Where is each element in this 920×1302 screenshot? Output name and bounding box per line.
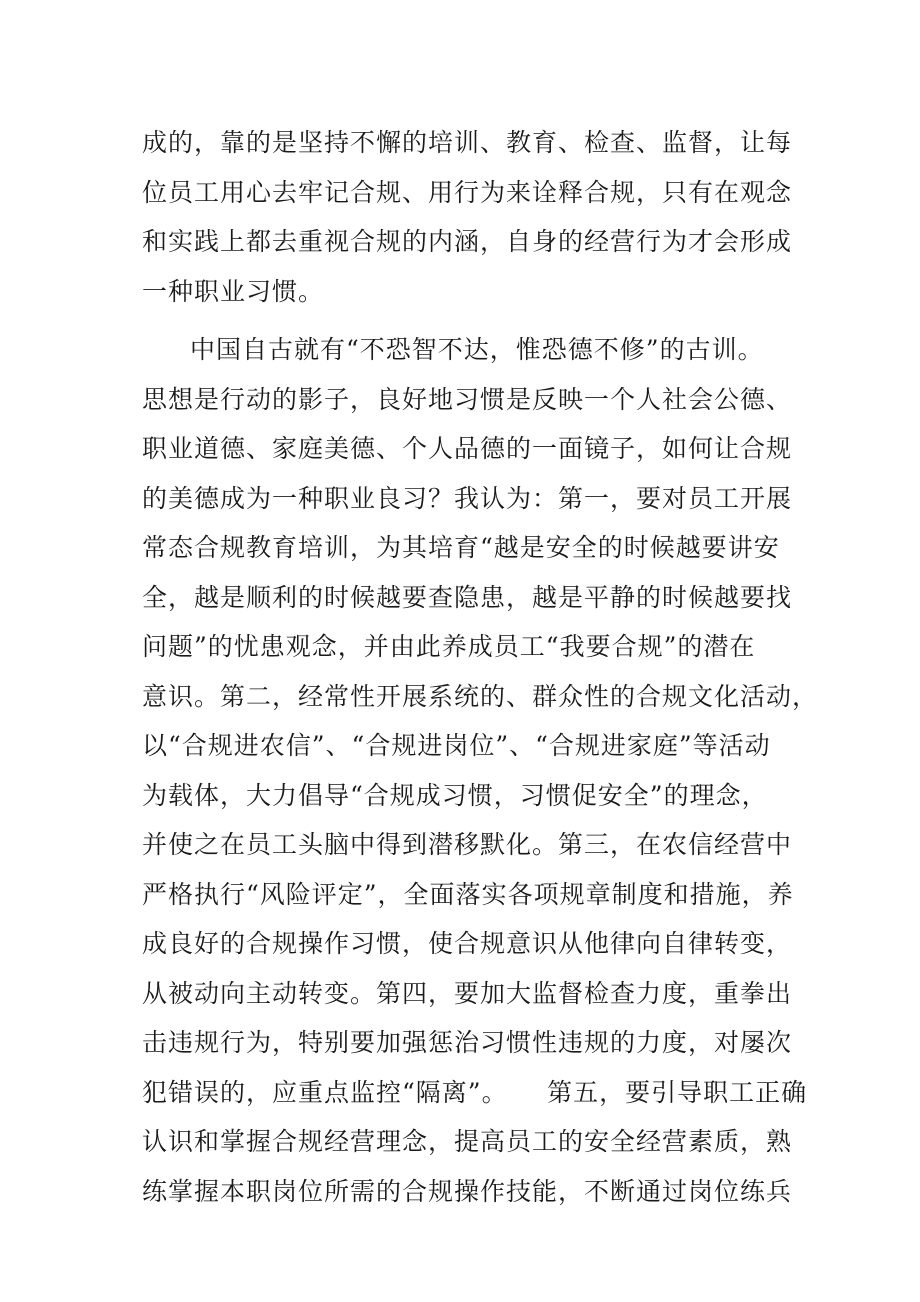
text-line: 中国自古就有“不恐智不达，惟恐德不修”的古训。 xyxy=(190,335,764,364)
text-line: 以“合规进农信”、“合规进岗位”、“合规进家庭”等活动 xyxy=(142,731,771,760)
document-body xyxy=(142,118,819,1216)
paragraph-spacer xyxy=(142,316,782,325)
text-line: 为载体，大力倡导“合规成习惯，习惯促安全”的理念， xyxy=(142,780,768,810)
text-line: 从被动向主动转变。第四，要加大监督检查力度，重拳出 xyxy=(142,978,793,1008)
text-line: 一种职业习惯。 xyxy=(142,276,325,306)
paragraph-2 xyxy=(142,325,819,1216)
text-line: 全，越是顺利的时候越要查隐患，越是平静的时候越要找 xyxy=(142,582,793,612)
text-line: 和实践上都去重视合规的内涵，自身的经营行为才会形成 xyxy=(142,227,793,256)
text-line: 击违规行为，特别要加强惩治习惯性违规的力度，对屡次 xyxy=(142,1028,793,1057)
text-line: 职业道德、家庭美德、个人品德的一面镜子，如何让合规 xyxy=(142,434,793,463)
text-line: 的美德成为一种职业良习？我认为：第一，要对员工开展 xyxy=(142,483,793,513)
text-line: 成良好的合规操作习惯，使合规意识从他律向自律转变， xyxy=(142,929,793,958)
text-line: 思想是行动的影子，良好地习惯是反映一个人社会公德、 xyxy=(142,384,793,414)
text-line: 位员工用心去牢记合规、用行为来诠释合规，只有在观念 xyxy=(142,177,793,207)
paragraph-1 xyxy=(142,118,793,316)
text-line: 认识和掌握合规经营理念，提高员工的安全经营素质，熟 xyxy=(142,1127,793,1156)
text-line: 练掌握本职岗位所需的合规操作技能，不断通过岗位练兵 xyxy=(142,1176,793,1206)
text-line: 成的，靠的是坚持不懈的培训、教育、检查、监督，让每 xyxy=(142,128,793,157)
text-line: 犯错误的，应重点监控“隔离”。 第五，要引导职工正确 xyxy=(142,1077,808,1107)
text-line: 问题”的忧患观念，并由此养成员工“我要合规”的潜在 xyxy=(142,632,756,661)
text-line: 并使之在员工头脑中得到潜移默化。第三，在农信经营中 xyxy=(142,830,793,859)
text-line: 常态合规教育培训，为其培育“越是安全的时候越要讲安 xyxy=(142,533,780,562)
text-line: 意识。第二，经常性开展系统的、群众性的合规文化活动， xyxy=(142,681,819,711)
text-line: 严格执行“风险评定”，全面落实各项规章制度和措施，养 xyxy=(142,879,794,909)
